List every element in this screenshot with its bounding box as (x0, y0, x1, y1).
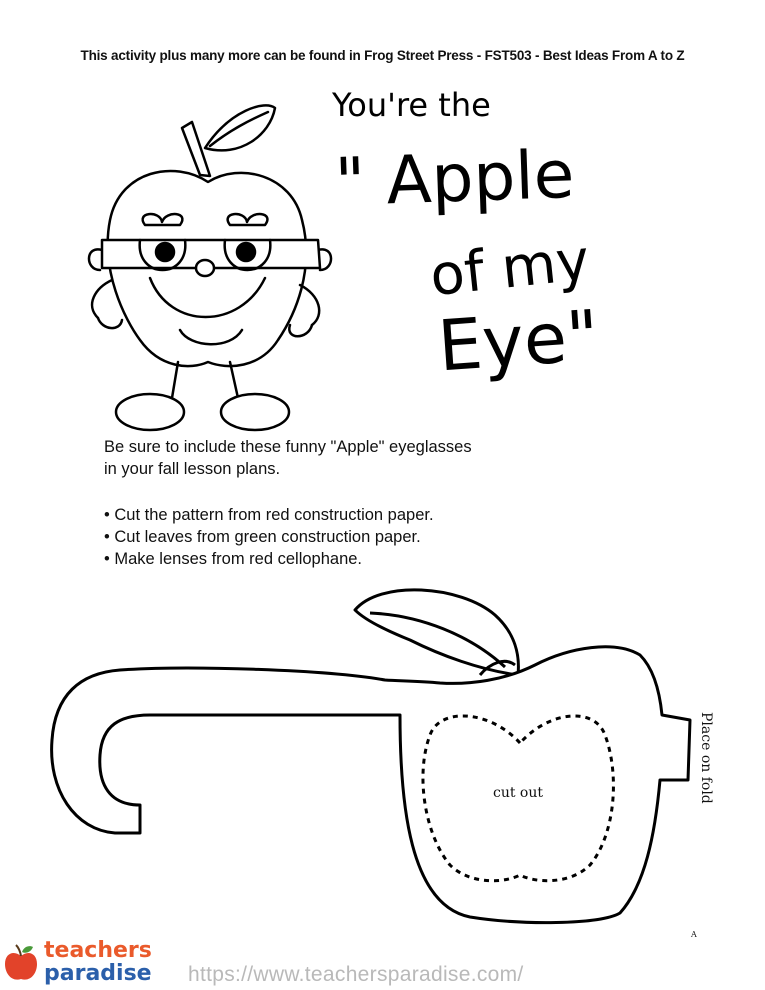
eyeglasses-pattern (0, 575, 765, 935)
logo-word-teachers: teachers (44, 938, 152, 963)
apple-logo-icon (4, 944, 38, 984)
apple-character-illustration (80, 100, 340, 435)
footer-url[interactable]: https://www.teachersparadise.com/ (188, 963, 524, 986)
title-line-3: of my (427, 227, 593, 310)
instruction-item: • Make lenses from red cellophane. (104, 548, 434, 570)
teachers-paradise-logo (4, 938, 164, 990)
intro-line-1: Be sure to include these funny "Apple" eyeglasses (104, 438, 472, 456)
page-mark: A (691, 930, 697, 939)
logo-word-paradise: paradise (44, 961, 152, 986)
intro-line-2: in your fall lesson plans. (104, 460, 281, 478)
instruction-item: • Cut the pattern from red construction paper. (104, 504, 434, 526)
fold-label: Place on fold (698, 712, 714, 804)
cut-out-label: cut out (493, 785, 544, 801)
header-credit: This activity plus many more can be found in Frog Street Press - FST503 - Best Ideas From A to Z (80, 48, 685, 63)
instruction-item: • Cut leaves from green construction paper. (104, 526, 434, 548)
title-line-4: Eye" (435, 294, 602, 388)
title-line-2: " Apple (333, 135, 576, 222)
title-line-1: You're the (332, 86, 491, 124)
intro-text (104, 436, 544, 480)
instruction-list (104, 504, 434, 570)
